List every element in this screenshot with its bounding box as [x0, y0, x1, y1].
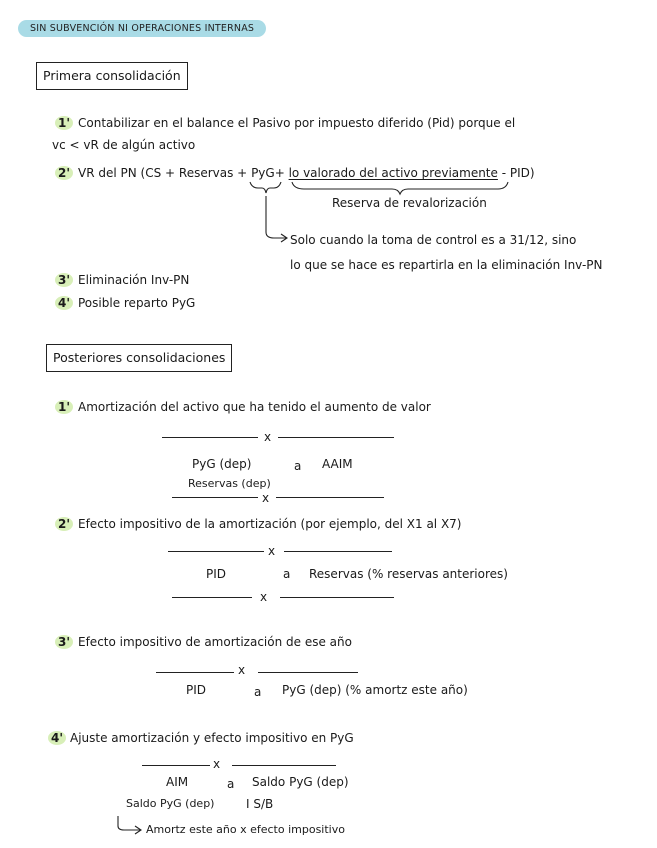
p3-a-connector: a — [254, 685, 262, 699]
posteriores-step4-number: 4' — [48, 732, 66, 744]
p2-credit-reservas: Reservas (% reservas anteriores) — [309, 567, 508, 581]
p1-debit-pyg: PyG (dep) — [192, 457, 252, 471]
primera-step2-number: 2' — [55, 167, 73, 179]
primera-step2-valorado: lo valorado del activo previamente — [288, 166, 498, 180]
p2-a-connector: a — [283, 567, 291, 581]
header-tag: SIN SUBVENCIÓN NI OPERACIONES INTERNAS — [18, 20, 266, 37]
posteriores-step1-text: Amortización del activo que ha tenido el aumento de valor — [78, 400, 431, 414]
p1-credit-aaim: AAIM — [322, 457, 353, 471]
journal-x-mark: x — [260, 590, 268, 604]
primera-step1-line1: Contabilizar en el balance el Pasivo por impuesto diferido (Pid) porque el — [78, 116, 516, 130]
primera-step2-pyg: PyG — [251, 166, 275, 180]
primera-step4-number: 4' — [55, 297, 73, 309]
primera-note-line1: Solo cuando la toma de control es a 31/12, sino — [290, 233, 577, 247]
journal-x-mark: x — [262, 491, 270, 505]
reserva-brace — [292, 182, 508, 194]
posteriores-step3-text: Efecto impositivo de amortización de ese año — [78, 635, 352, 649]
p4-credit-saldo-pyg: Saldo PyG (dep) — [252, 775, 349, 789]
posteriores-step3-number: 3' — [55, 636, 73, 648]
posteriores-step1-number: 1' — [55, 401, 73, 413]
p3-credit-pyg: PyG (dep) (% amortz este año) — [282, 683, 468, 697]
p4-note: Amortz este año x efecto impositivo — [146, 823, 345, 836]
primera-step3-text: Eliminación Inv-PN — [78, 273, 190, 287]
journal-x-mark: x — [213, 757, 221, 771]
journal-x-mark: x — [238, 663, 246, 677]
posteriores-step2-text: Efecto impositivo de la amortización (por ejemplo, del X1 al X7) — [78, 517, 462, 531]
posteriores-consolidaciones-title: Posteriores consolidaciones — [46, 344, 232, 372]
primera-note-line2: lo que se hace es repartirla en la eliminación Inv-PN — [290, 258, 603, 272]
primera-step2-text: VR del PN (CS + Reservas + PyG+ lo valorado del activo previamente - PID) — [78, 166, 535, 180]
primera-consolidacion-title: Primera consolidación — [36, 62, 188, 90]
p4-a-connector: a — [227, 777, 235, 791]
pyg-brace — [250, 182, 281, 193]
p2-debit-pid: PID — [206, 567, 227, 581]
primera-step1-number: 1' — [55, 117, 73, 129]
p1-a-connector: a — [294, 459, 302, 473]
primera-step3-number: 3' — [55, 274, 73, 286]
primera-step1-line2: vc < vR de algún activo — [52, 138, 196, 152]
p1-debit-reservas: Reservas (dep) — [188, 477, 271, 490]
p4-debit-aim: AIM — [166, 775, 189, 789]
primera-step4-text: Posible reparto PyG — [78, 296, 196, 310]
p3-debit-pid: PID — [186, 683, 207, 697]
reserva-revalorizacion-label: Reserva de revalorización — [332, 196, 487, 210]
posteriores-step4-text: Ajuste amortización y efecto impositivo en PyG — [70, 731, 354, 745]
journal-x-mark: x — [264, 430, 272, 444]
posteriores-step2-number: 2' — [55, 518, 73, 530]
journal-x-mark: x — [268, 544, 276, 558]
p4-credit-isb: I S/B — [246, 797, 274, 811]
note-arrow — [266, 196, 286, 238]
bottom-arrow — [118, 816, 140, 830]
p4-debit-saldo-pyg: Saldo PyG (dep) — [126, 797, 215, 810]
